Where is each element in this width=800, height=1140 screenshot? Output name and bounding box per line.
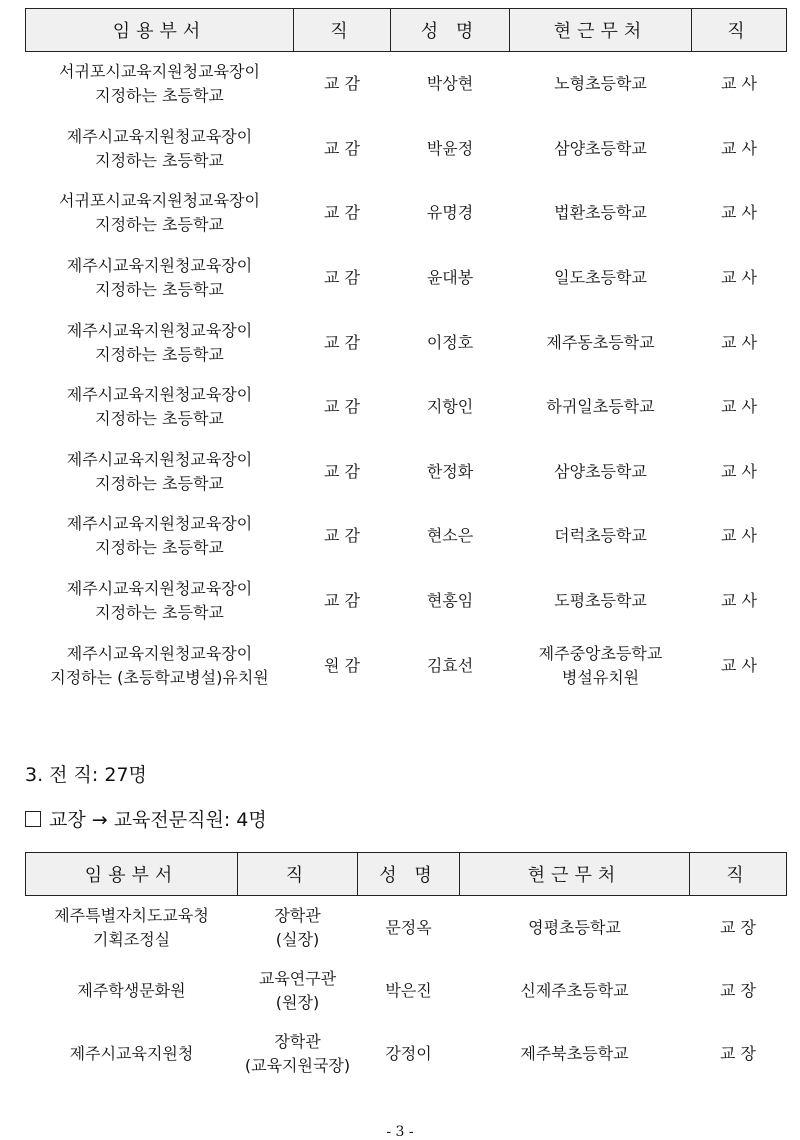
current-workplace-cell-line: 법환초등학교 (554, 203, 647, 223)
current-workplace-cell-line: 제주중앙초등학교 (538, 643, 663, 663)
dept-cell-line: 지정하는 초등학교 (95, 409, 224, 429)
dept-cell (26, 896, 238, 960)
current-workplace-cell (510, 117, 692, 182)
name-cell: 문정옥 (385, 917, 432, 937)
dept-cell-line: 제주시교육지원청교육장이 (66, 643, 253, 663)
name-cell: 한정화 (426, 461, 474, 481)
header-current-workplace: 현근무처 (510, 9, 692, 52)
current-workplace-cell (510, 310, 692, 375)
dept-cell-line: 지정하는 초등학교 (95, 473, 224, 493)
name-cell: 현홍임 (426, 591, 474, 611)
dept-cell-line: 서귀포시교육지원청교육장이 (59, 62, 260, 82)
name-cell: 윤대봉 (426, 268, 474, 288)
table-row (26, 1022, 787, 1085)
subsection-title (25, 805, 267, 832)
dept-cell-line: 서귀포시교육지원청교육장이 (59, 191, 260, 211)
table1-body (26, 52, 787, 698)
table-row (26, 440, 787, 505)
dept-cell (26, 246, 294, 311)
current-position-cell: 교 장 (720, 917, 756, 937)
dept-cell-line: 지정하는 초등학교 (95, 280, 224, 300)
dept-cell-line: 지정하는 초등학교 (95, 603, 224, 623)
dept-cell-line: 제주시교육지원청교육장이 (66, 579, 253, 599)
position-cell: 교 감 (324, 397, 360, 417)
dept-cell-line: 제주특별자치도교육청 (54, 905, 209, 925)
dept-cell-line: 제주시교육지원청교육장이 (66, 126, 253, 146)
current-workplace-cell-line: 더럭초등학교 (554, 526, 647, 546)
position-cell-line: 장학관 (274, 905, 321, 925)
table-row (26, 52, 787, 117)
name-cell: 유명경 (426, 203, 474, 223)
name-cell: 김효선 (426, 655, 474, 675)
dept-cell (26, 569, 294, 634)
dept-cell-line: 지정하는 (초등학교병설)유치원 (50, 667, 269, 687)
current-position-cell: 교 사 (721, 203, 757, 223)
current-workplace-cell (510, 181, 692, 246)
name-cell: 이정호 (426, 332, 474, 352)
position-cell: 교 감 (324, 591, 360, 611)
current-workplace-cell (510, 246, 692, 311)
current-workplace-cell-line: 하귀일초등학교 (546, 397, 655, 417)
table-row (26, 310, 787, 375)
current-workplace-cell: 영평초등학교 (528, 917, 621, 937)
position-cell (238, 959, 358, 1022)
dept-cell-line: 지정하는 초등학교 (95, 215, 224, 235)
dept-cell (26, 504, 294, 569)
dept-cell-line: 제주시교육지원청 (69, 1043, 194, 1063)
position-cell: 교 감 (324, 268, 360, 288)
current-workplace-cell (510, 569, 692, 634)
dept-cell (26, 633, 294, 698)
dept-cell-line: 제주학생문화원 (77, 980, 186, 1000)
position-cell: 원 감 (324, 655, 360, 675)
appointment-table-2 (25, 852, 787, 1085)
header-current-position: 직 (692, 9, 787, 52)
current-position-cell: 교 장 (720, 1043, 756, 1063)
dept-cell-line: 제주시교육지원청교육장이 (66, 385, 253, 405)
table-row (26, 246, 787, 311)
table-row (26, 569, 787, 634)
current-position-cell: 교 사 (721, 526, 757, 546)
header-name: 성 명 (391, 9, 510, 52)
current-workplace-cell-line: 제주동초등학교 (546, 332, 655, 352)
dept-cell-line: 지정하는 초등학교 (95, 344, 224, 364)
current-workplace-cell (510, 504, 692, 569)
name-cell: 박은진 (385, 980, 432, 1000)
position-cell: 교 감 (324, 74, 360, 94)
position-cell: 교 감 (324, 332, 360, 352)
current-position-cell: 교 사 (721, 655, 757, 675)
table2-header (26, 853, 787, 896)
position-cell: 교 감 (324, 203, 360, 223)
position-cell (238, 1022, 358, 1085)
current-workplace-cell (510, 52, 692, 117)
current-position-cell: 교 사 (721, 591, 757, 611)
position-cell-line: (교육지원국장) (244, 1055, 351, 1075)
name-cell: 박상현 (426, 74, 474, 94)
dept-cell (26, 117, 294, 182)
page-number: - 3 - (386, 1124, 414, 1140)
header-current-workplace: 현근무처 (460, 853, 690, 896)
current-position-cell: 교 사 (721, 332, 757, 352)
current-workplace-cell (510, 440, 692, 505)
dept-cell-line: 지정하는 초등학교 (95, 538, 224, 558)
name-cell: 박윤정 (426, 138, 474, 158)
table2-body (26, 896, 787, 1086)
table-row (26, 117, 787, 182)
dept-cell-line: 제주시교육지원청교육장이 (66, 320, 253, 340)
current-workplace-cell-line: 도평초등학교 (554, 591, 647, 611)
current-workplace-cell-line: 삼양초등학교 (554, 138, 647, 158)
current-workplace-cell-line: 노형초등학교 (554, 74, 647, 94)
header-position: 직 (294, 9, 391, 52)
table-row (26, 633, 787, 698)
dept-cell-line: 지정하는 초등학교 (95, 86, 224, 106)
dept-cell (26, 310, 294, 375)
table-row (26, 959, 787, 1022)
current-workplace-cell: 제주북초등학교 (520, 1043, 629, 1063)
dept-cell (26, 440, 294, 505)
dept-cell-line: 제주시교육지원청교육장이 (66, 514, 253, 534)
header-current-position: 직 (690, 853, 787, 896)
name-cell: 강정이 (385, 1043, 432, 1063)
current-workplace-cell-line: 삼양초등학교 (554, 461, 647, 481)
section-title: 3. 전 직: 27명 (25, 764, 147, 786)
checkbox-square-icon (25, 811, 41, 827)
current-position-cell: 교 사 (721, 268, 757, 288)
name-cell: 지항인 (426, 397, 474, 417)
position-cell-line: (실장) (275, 929, 320, 949)
table1-header (26, 9, 787, 52)
current-position-cell: 교 사 (721, 397, 757, 417)
current-workplace-cell (510, 375, 692, 440)
dept-cell-line: 기획조정실 (92, 929, 171, 949)
current-workplace-cell: 신제주초등학교 (520, 980, 629, 1000)
dept-cell (26, 959, 238, 1022)
table-row (26, 181, 787, 246)
header-position: 직 (238, 853, 358, 896)
name-cell: 현소은 (426, 526, 474, 546)
position-cell: 교 감 (324, 526, 360, 546)
current-position-cell: 교 사 (721, 138, 757, 158)
current-workplace-cell-line: 일도초등학교 (554, 268, 647, 288)
dept-cell-line: 제주시교육지원청교육장이 (66, 449, 253, 469)
position-cell (238, 896, 358, 960)
table-row (26, 375, 787, 440)
dept-cell (26, 375, 294, 440)
current-position-cell: 교 장 (720, 980, 756, 1000)
table-row (26, 896, 787, 960)
current-workplace-cell-line: 병설유치원 (561, 667, 640, 687)
appointment-table-1 (25, 8, 787, 698)
table-row (26, 504, 787, 569)
dept-cell-line: 제주시교육지원청교육장이 (66, 256, 253, 276)
dept-cell (26, 181, 294, 246)
position-cell-line: (원장) (275, 992, 320, 1012)
header-dept: 임용부서 (26, 853, 238, 896)
subsection-label: 교장 → 교육전문직원: 4명 (49, 809, 267, 831)
current-position-cell: 교 사 (721, 74, 757, 94)
dept-cell (26, 52, 294, 117)
position-cell-line: 장학관 (274, 1031, 321, 1051)
position-cell: 교 감 (324, 461, 360, 481)
position-cell-line: 교육연구관 (258, 968, 337, 988)
header-name: 성 명 (358, 853, 460, 896)
dept-cell-line: 지정하는 초등학교 (95, 150, 224, 170)
current-workplace-cell (510, 633, 692, 698)
header-dept: 임용부서 (26, 9, 294, 52)
current-position-cell: 교 사 (721, 461, 757, 481)
dept-cell (26, 1022, 238, 1085)
position-cell: 교 감 (324, 138, 360, 158)
